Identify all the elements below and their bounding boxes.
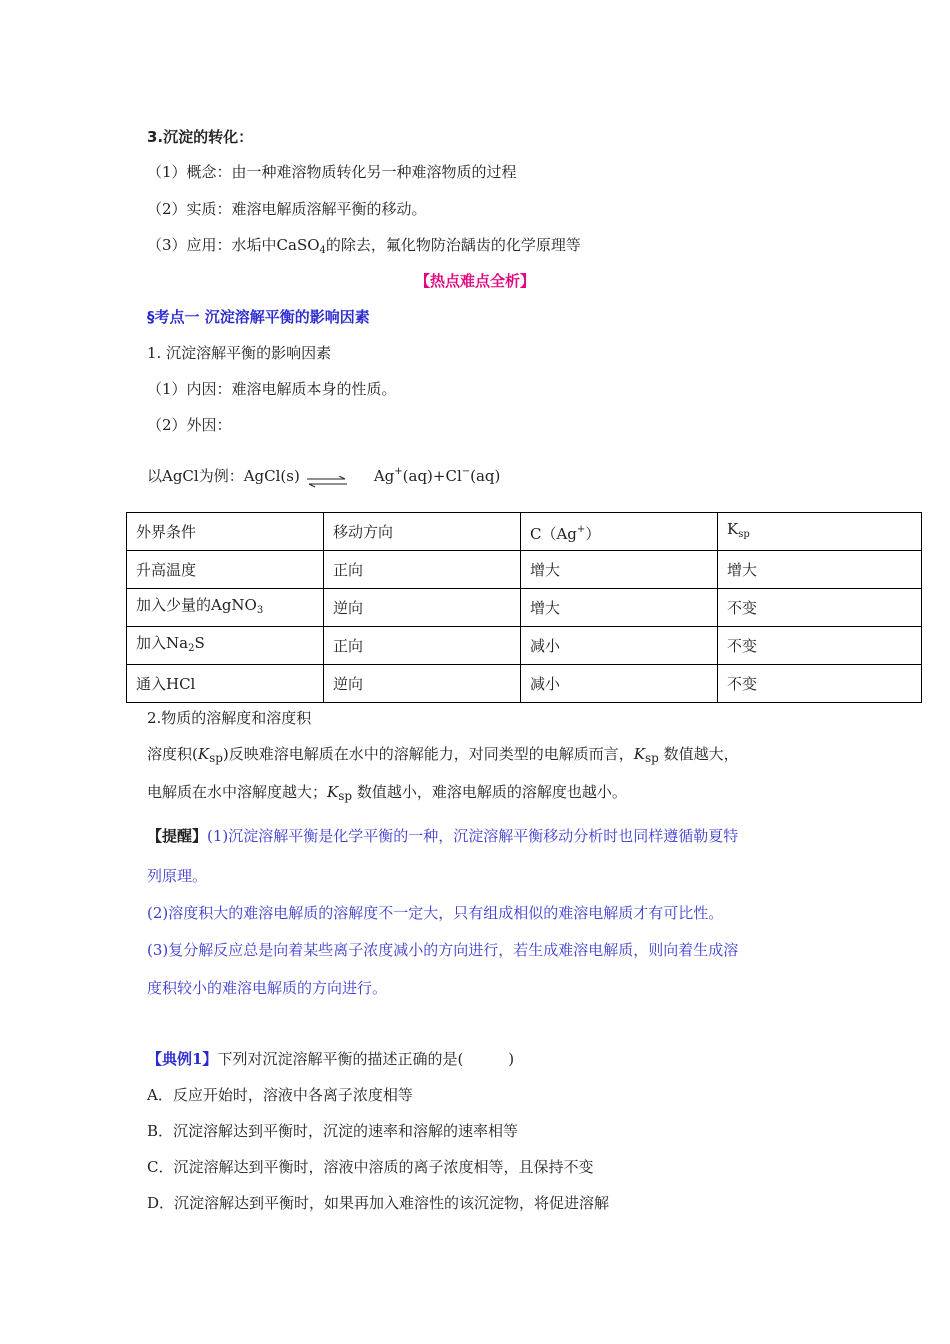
table-header-cell: 移动方向 — [324, 513, 521, 551]
table-row — [127, 665, 922, 703]
option-b: B．沉淀溶解达到平衡时，沉淀的速率和溶解的速率相等 — [147, 1122, 519, 1140]
table-cell: 不变 — [718, 589, 922, 627]
table-row — [127, 589, 922, 627]
table-header-cell: $K_{sp}$ — [718, 513, 922, 551]
tip-line-1b: 列原理。 — [147, 867, 208, 885]
example-question: 【典例1】下列对沉淀溶解平衡的描述正确的是( ) — [147, 1050, 515, 1068]
table-cell: 逆向 — [324, 589, 521, 627]
factors-title: 1. 沉淀溶解平衡的影响因素 — [147, 344, 332, 362]
table-cell: 逆向 — [324, 665, 521, 703]
equilibrium-arrow-icon — [305, 476, 349, 488]
option-a: A．反应开始时，溶液中各离子浓度相等 — [147, 1086, 413, 1104]
option-c: C．沉淀溶解达到平衡时，溶液中溶质的离子浓度相等，且保持不变 — [147, 1158, 594, 1176]
tip-line-2: (2)溶度积大的难溶电解质的溶解度不一定大，只有组成相似的难溶电解质才有可比性。 — [147, 904, 724, 922]
ksp-title: 2.物质的溶解度和溶度积 — [147, 709, 312, 727]
table-row — [127, 551, 922, 589]
ksp-line-1: 溶度积$(K_{sp})$反映难溶电解质在水中的溶解能力，对同类型的电解质而言，$K_{sp}$ 数值越大， — [147, 745, 739, 765]
table-header-cell: 外界条件 — [127, 513, 324, 551]
tip-line-3b: 度积较小的难溶电解质的方向进行。 — [147, 979, 388, 997]
table-cell: 加入$Na_2S$ — [127, 627, 324, 665]
table-cell: 减小 — [521, 627, 718, 665]
table-cell: 增大 — [718, 551, 922, 589]
table-row — [127, 627, 922, 665]
table-cell: 正向 — [324, 551, 521, 589]
table-cell: 不变 — [718, 627, 922, 665]
tip-line-1: 【提醒】(1)沉淀溶解平衡是化学平衡的一种，沉淀溶解平衡移动分析时也同样遵循勒夏特 — [147, 827, 739, 845]
section-title: 3.沉淀的转化： — [147, 128, 254, 146]
table-cell: 增大 — [521, 589, 718, 627]
table-cell: 增大 — [521, 551, 718, 589]
hotspot-title: 【热点难点全析】 — [414, 272, 535, 290]
option-d: D．沉淀溶解达到平衡时，如果再加入难溶性的该沉淀物，将促进溶解 — [147, 1194, 610, 1212]
kaodian-heading: §考点一 沉淀溶解平衡的影响因素 — [147, 308, 370, 326]
factors-external: （2）外因： — [147, 416, 232, 434]
table-cell: 通入HCl — [127, 665, 324, 703]
tip-line-3: (3)复分解反应总是向着某些离子浓度减小的方向进行，若生成难溶电解质，则向着生成溶 — [147, 941, 739, 959]
table-cell: 加入少量的AgNO$_3$ — [127, 589, 324, 627]
factors-table — [126, 512, 922, 703]
table-cell: 正向 — [324, 627, 521, 665]
ksp-line-2: 电解质在水中溶解度越大；$K_{sp}$ 数值越小，难溶电解质的溶解度也越小。 — [147, 783, 627, 803]
table-header-cell: C（Ag+） — [521, 513, 718, 551]
section-item-application: （3）应用：水垢中CaSO$_4$的除去，氟化物防治龋齿的化学原理等 — [147, 236, 581, 256]
table-cell: 减小 — [521, 665, 718, 703]
table-cell: 不变 — [718, 665, 922, 703]
section-item-essence: （2）实质：难溶电解质溶解平衡的移动。 — [147, 200, 427, 218]
factors-internal: （1）内因：难溶电解质本身的性质。 — [147, 380, 397, 398]
table-header-row — [127, 513, 922, 551]
equilibrium-equation: 以AgCl为例：AgCl(s) Ag+(aq)+Cl−(aq) — [147, 466, 501, 485]
table-cell: 升高温度 — [127, 551, 324, 589]
section-item-concept: （1）概念：由一种难溶物质转化另一种难溶物质的过程 — [147, 163, 517, 181]
